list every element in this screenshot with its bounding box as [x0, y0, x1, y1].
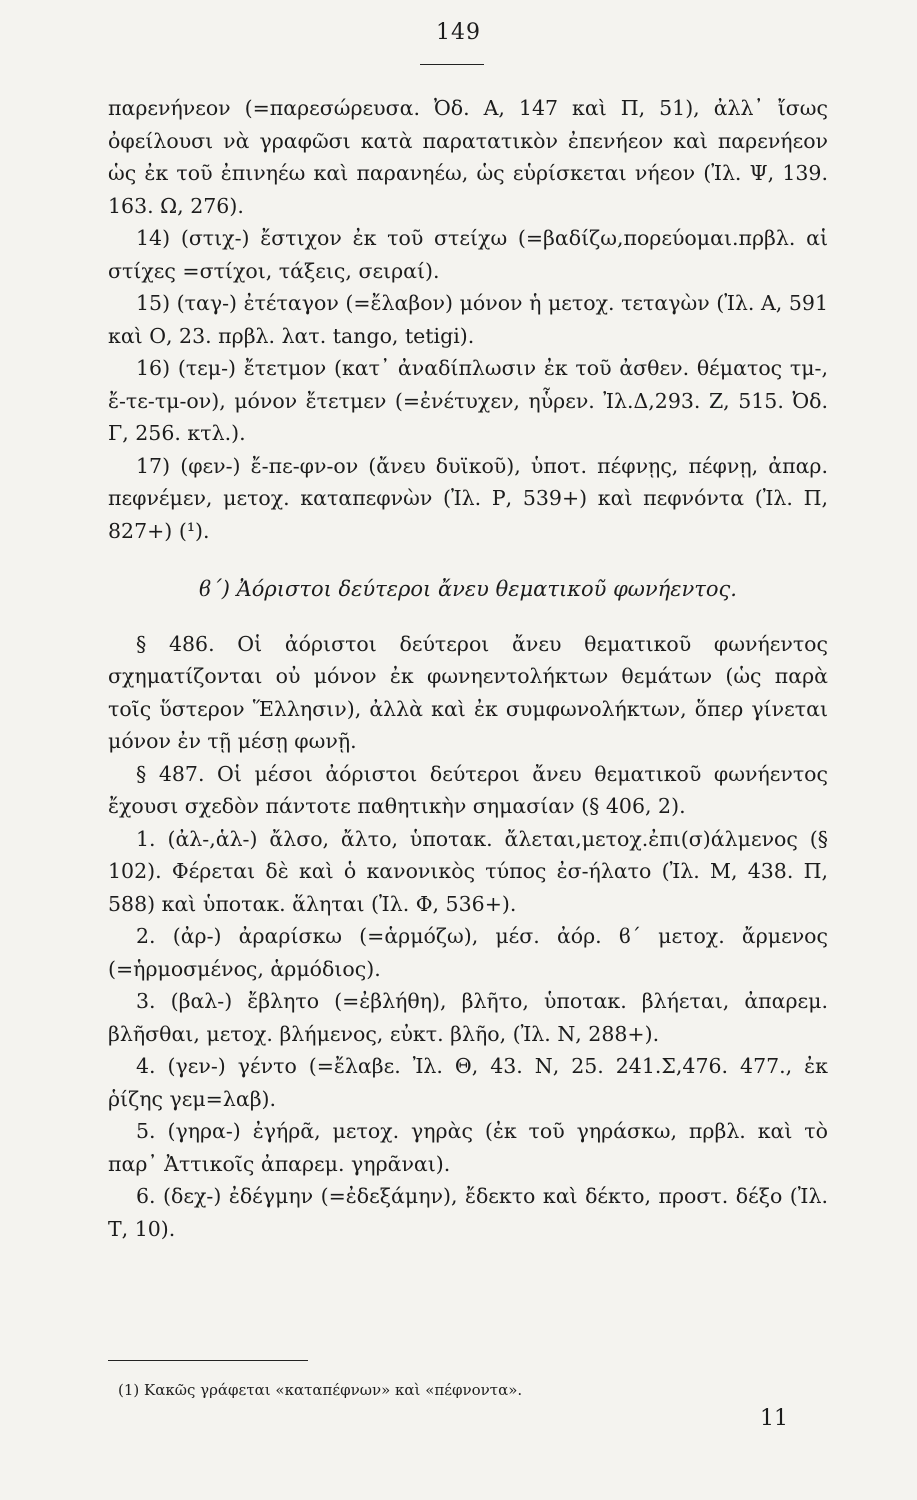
signature-mark: 11 [760, 1406, 788, 1431]
paragraph: § 486. Οἱ ἀόριστοι δεύτεροι ἄνευ θεματικοῦ φωνήεντος σχηματίζονται οὐ μόνον ἐκ φωνηεντολήκτων θεμάτων (ὡς παρὰ τοῖς ὕστερον Ἕλλησιν), ἀλλὰ καὶ ἐκ συμφωνολήκτων, ὅπερ γίνεται μόνον ἐν τῇ μέσῃ φωνῇ. [108, 631, 828, 753]
paragraph: παρενήνεον (=παρεσώρευσα. Ὀδ. Α, 147 καὶ Π, 51), ἀλλ᾽ ἴσως ὀφείλουσι νὰ γραφῶσι κατὰ παρατατικὸν ἐπενήεον καὶ παρενήεον ὡς ἐκ τοῦ ἐπινηέω καὶ παρανηέω, ὡς εὑρίσκεται νήεον (Ἰλ. Ψ, 139. 163. Ω, 276). [108, 96, 828, 218]
list-item: 1. (ἀλ-,ἁλ-) ἄλσο, ἄλτο, ὑποτακ. ἄλεται,μετοχ.ἐπι(σ)άλμενος (§ 102). Φέρεται δὲ καὶ ὁ κανονικὸς τύπος ἐσ-ήλατο (Ἰλ. Μ, 438. Π, 588) καὶ ὑποτακ. ἅληται (Ἰλ. Φ, 536+). [108, 826, 828, 916]
footer-area [108, 1360, 828, 1431]
footnote-rule [108, 1360, 308, 1361]
paragraph: 17) (φεν-) ἔ-πε-φν-ον (ἄνευ δυϊκοῦ), ὑποτ. πέφνῃς, πέφνῃ, ἀπαρ. πεφνέμεν, μετοχ. καταπεφνὼν (Ἰλ. Ρ, 539+) καὶ πεφνόντα (Ἰλ. Π, 827+) (¹). [108, 453, 828, 543]
list-item: 2. (ἀρ-) ἀραρίσκω (=ἁρμόζω), μέσ. ἀόρ. ϐ´ μετοχ. ἄρμενος (=ἡρμοσμένος, ἁρμόδιος). [108, 924, 828, 981]
paragraph: 16) (τεμ-) ἔτετμον (κατ᾽ ἀναδίπλωσιν ἐκ τοῦ ἀσθεν. θέματος τμ-, ἔ-τε-τμ-ον), μόνον ἔτετμεν (=ἐνέτυχεν, ηὗρεν. Ἰλ.Δ,293. Ζ, 515. Ὀδ. Γ, 256. κτλ.). [108, 356, 828, 445]
header-rule [420, 64, 484, 65]
paragraph: 15) (ταγ-) ἐτέταγον (=ἔλαβον) μόνον ἡ μετοχ. τεταγὼν (Ἰλ. Α, 591 καὶ Ο, 23. πρβλ. λατ. tango, tetigi). [108, 291, 828, 348]
list-item: 5. (γηρα-) ἐγήρᾶ, μετοχ. γηρὰς (ἐκ τοῦ γηράσκω, πρβλ. καὶ τὸ παρ᾽ Ἀττικοῖς ἀπαρεμ. γηρᾶναι). [108, 1119, 828, 1176]
list-item: 4. (γεν-) γέντο (=ἔλαβε. Ἰλ. Θ, 43. Ν, 25. 241.Σ,476. 477., ἐκ ῥίζης γεμ=λαβ). [108, 1054, 828, 1111]
list-item: 6. (δεχ-) ἐδέγμην (=ἐδεξάμην), ἔδεκτο καὶ δέκτο, προστ. δέξο (Ἰλ. Τ, 10). [108, 1184, 828, 1241]
paragraph: 14) (στιχ-) ἔστιχον ἐκ τοῦ στείχω (=βαδίζω,πορεύομαι.πρβλ. αἱ στίχες =στίχοι, τάξεις, σειραί). [108, 226, 828, 283]
list-item: 3. (βαλ-) ἔβλητο (=ἐβλήθη), βλῆτο, ὑποτακ. βλήεται, ἀπαρεμ. βλῆσθαι, μετοχ. βλήμενος, εὐκτ. βλῆο, (Ἰλ. Ν, 288+). [108, 989, 828, 1046]
footnote: (1) Κακῶς γράφεται «καταπέφνων» καὶ «πέφνοντα». [118, 1381, 523, 1399]
paragraph: § 487. Οἱ μέσοι ἀόριστοι δεύτεροι ἄνευ θεματικοῦ φωνήεντος ἔχουσι σχεδὸν πάντοτε παθητικὴν σημασίαν (§ 406, 2). [108, 761, 828, 818]
section-heading: ϐ´) Ἀόριστοι δεύτεροι ἄνευ θεματικοῦ φωνήεντος. [199, 577, 737, 601]
page-number: 149 [436, 20, 481, 45]
main-text [108, 92, 828, 1245]
